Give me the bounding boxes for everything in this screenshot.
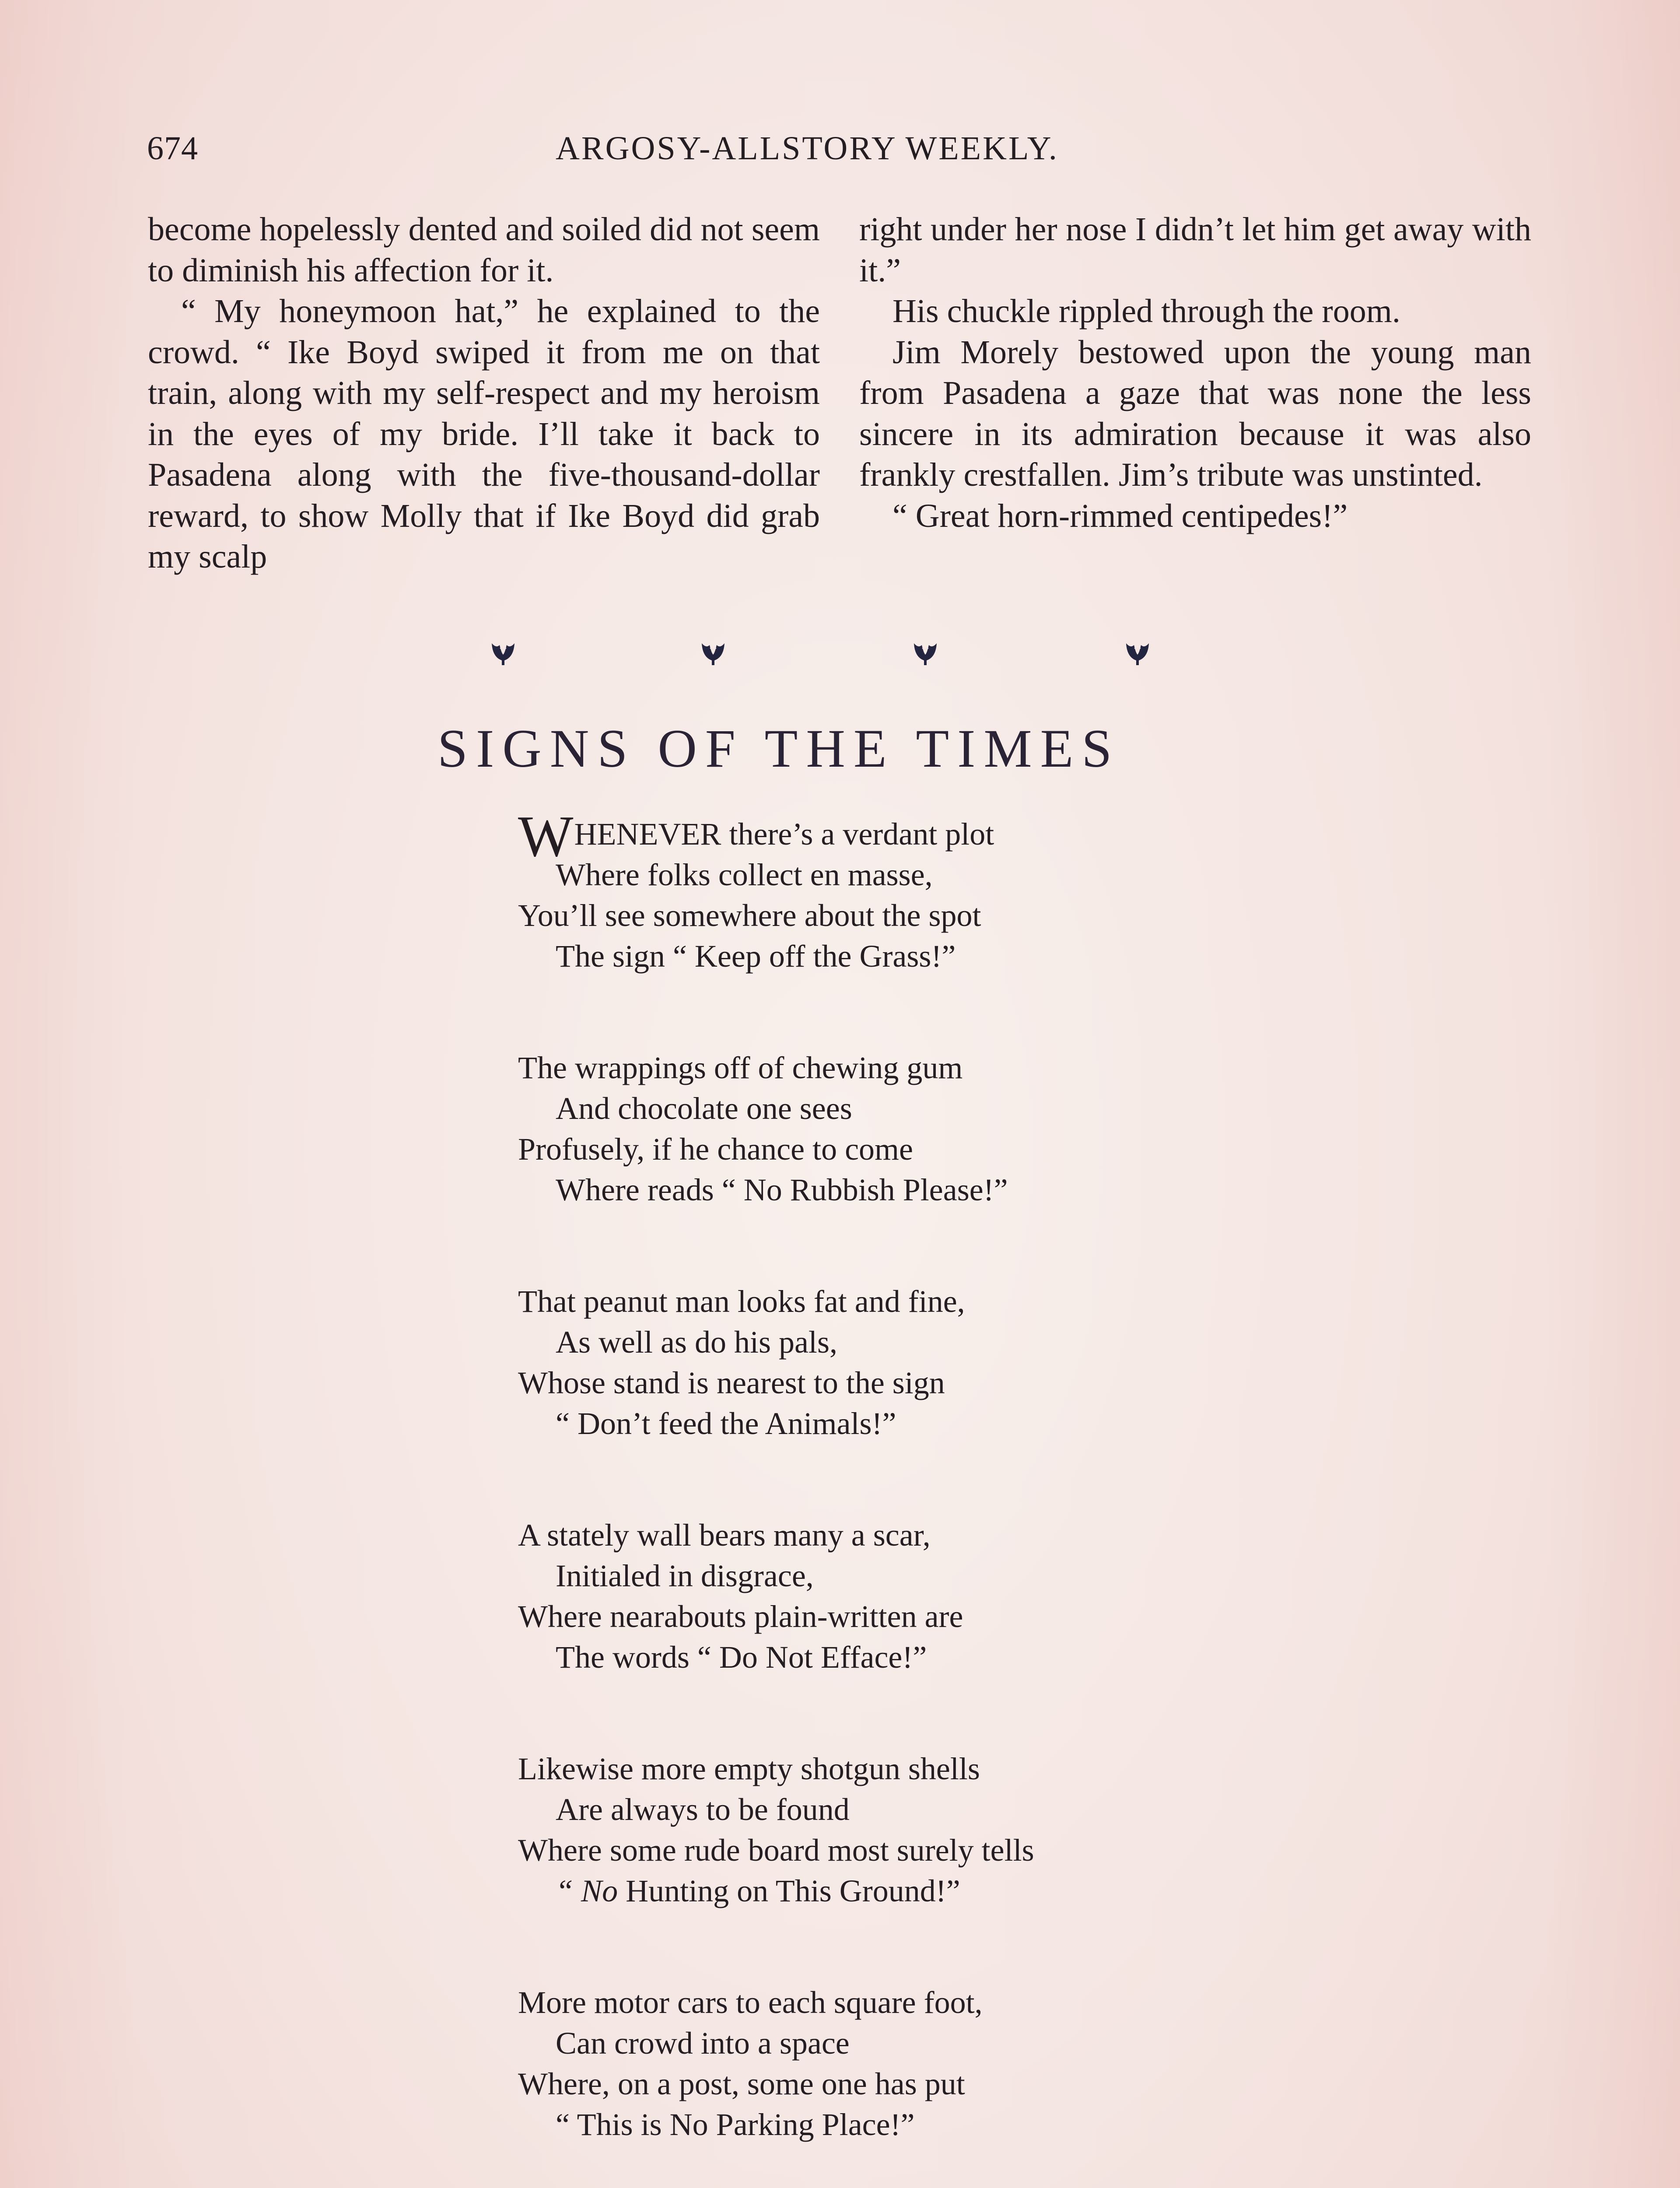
poem-stanza: [518, 1749, 1262, 1911]
poem-line: Whose stand is nearest to the sign: [518, 1365, 945, 1400]
poem-line: That peanut man looks fat and fine,: [518, 1284, 965, 1319]
poem-line: Initialed in disgrace,: [556, 1558, 814, 1593]
story-paragraph: “ Great horn-rimmed centipedes!”: [892, 497, 1348, 534]
poem-line: Are always to be found: [556, 1792, 850, 1827]
section-divider: [486, 635, 1186, 675]
poem-stanza: [518, 1281, 1262, 1444]
poem-line: “ Don’t feed the Animals!”: [556, 1406, 896, 1441]
tulip-ornament-icon: [908, 635, 943, 670]
poem-line: And chocolate one sees: [556, 1091, 852, 1126]
poem-stanza: [518, 1982, 1262, 2145]
poem-line: The words “ Do Not Efface!”: [556, 1640, 927, 1675]
poem-line: Likewise more empty shotgun shells: [518, 1751, 980, 1786]
story-paragraph: His chuckle rippled through the room.: [892, 293, 1400, 330]
poem-stanza: [518, 1515, 1262, 1678]
poem-stanza: [518, 804, 1262, 977]
tulip-ornament-icon: [1120, 635, 1155, 670]
poem-line: You’ll see somewhere about the spot: [518, 898, 981, 933]
drop-cap: W: [518, 804, 574, 869]
poem-line: As well as do his pals,: [556, 1325, 837, 1360]
poem-line: A stately wall bears many a scar,: [518, 1518, 931, 1553]
poem-line: “ No Hunting on This Ground!”: [556, 1873, 960, 1908]
poem-line: Where some rude board most surely tells: [518, 1833, 1034, 1868]
tulip-ornament-icon: [696, 635, 731, 670]
magazine-title: ARGOSY-ALLSTORY WEEKLY.: [556, 130, 1059, 167]
poem-line: “ This is No Parking Place!”: [556, 2107, 915, 2142]
poem-line: WHENEVER there’s a verdant plot: [518, 804, 994, 869]
poem-line: Can crowd into a space: [556, 2026, 850, 2061]
poem-line: More motor cars to each square foot,: [518, 1985, 983, 2020]
poem-stanza: [518, 1048, 1262, 1210]
poem-body: [518, 804, 1262, 2188]
poem-line: The sign “ Keep off the Grass!”: [556, 939, 956, 974]
poem-line: Profusely, if he chance to come: [518, 1132, 913, 1167]
story-paragraph: Jim Morely bestowed upon the young man from Pasadena a gaze that was none the less sincere in its admiration because it was also frankly crestfallen. Jim’s tribute was unstinted.: [859, 333, 1531, 493]
poem-line: Where, on a post, some one has put: [518, 2066, 965, 2101]
story-paragraph: “ My honeymoon hat,” he explained to the crowd. “ Ike Boyd swiped it from me on that train, along with my self-respect and my heroism in the eyes of my bride. I’ll take it back to Pasadena along with the five-thousand-dollar reward, to show Molly that if Ike Boyd did grab my scalp: [148, 293, 820, 575]
story-paragraph: right under her nose I didn’t let him get away with it.”: [859, 211, 1531, 289]
poem-title: SIGNS OF THE TIMES: [438, 719, 1120, 778]
story-paragraph: become hopelessly dented and soiled did not seem to diminish his affection for it.: [148, 211, 820, 289]
story-right-column: [859, 209, 1531, 536]
poem-line: Where nearabouts plain-written are: [518, 1599, 963, 1634]
poem-line: Where reads “ No Rubbish Please!”: [556, 1172, 1008, 1207]
tulip-ornament-icon: [486, 635, 521, 670]
page-number: 674: [147, 130, 198, 167]
story-left-column: [148, 209, 820, 578]
poem-line: Where folks collect en masse,: [556, 857, 933, 892]
poem-line: The wrappings off of chewing gum: [518, 1050, 963, 1085]
